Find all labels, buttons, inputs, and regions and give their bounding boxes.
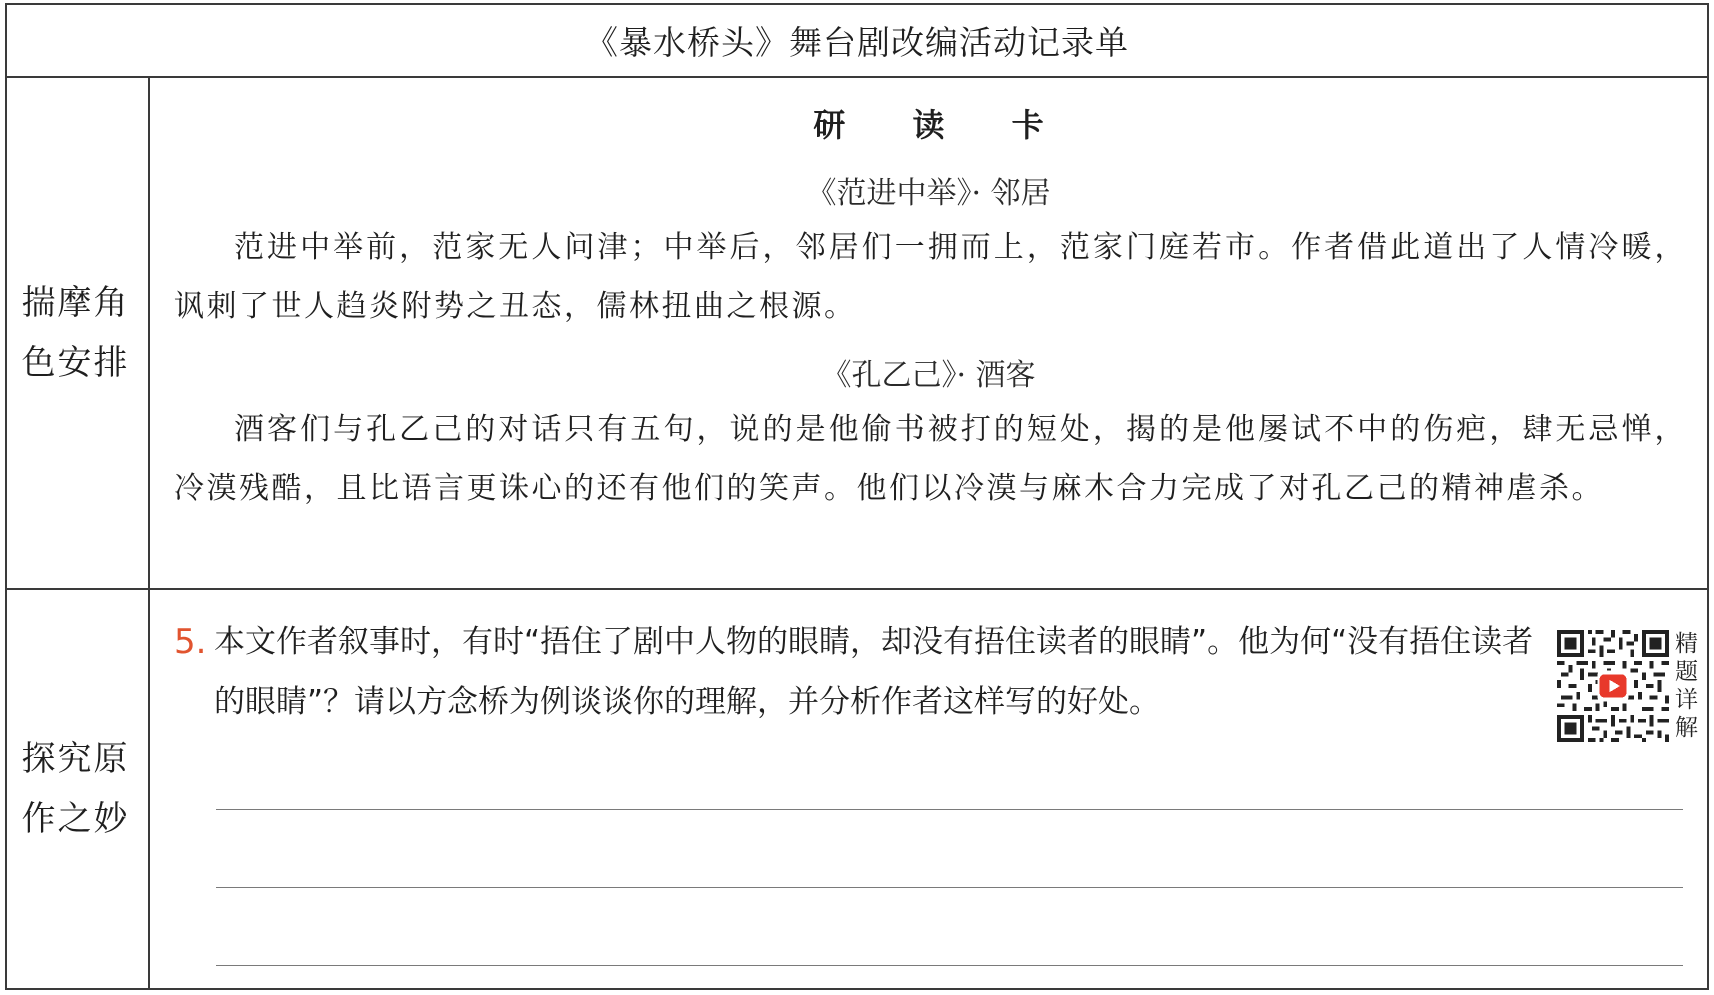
answer-line[interactable]	[216, 887, 1683, 888]
video-play-icon	[1598, 671, 1629, 702]
qr-caption: 精题详解	[1675, 631, 1698, 741]
section-original-analysis	[7, 590, 1707, 988]
sheet-title: 《暴水桥头》舞台剧改编活动记录单	[7, 5, 1707, 78]
qr-code-icon[interactable]	[1557, 630, 1669, 742]
entry-subtitle: 《范进中举》· 邻居	[806, 176, 1051, 211]
section-label-cell	[7, 590, 150, 988]
activity-record-sheet	[5, 3, 1709, 990]
question-text: 本文作者叙事时，有时“捂住了剧中人物的眼睛，却没有捂住读者的眼睛”。他为何“没有捂住读者的眼睛”？请以方念桥为例谈谈你的理解，并分析作者这样写的好处。	[214, 624, 1534, 720]
section-label: 揣摩角色安排	[21, 283, 130, 383]
explanation-qr[interactable]	[1557, 630, 1707, 742]
entry-subtitle: 《孔乙己》· 酒客	[821, 358, 1036, 393]
question-area	[150, 590, 1707, 988]
entry-paragraph: 范进中举前，范家无人问津；中举后，邻居们一拥而上，范家门庭若市。作者借此道出了人情冷暖，讽刺了世人趋炎附势之丑态，儒林扭曲之根源。	[174, 230, 1687, 324]
answer-line[interactable]	[216, 965, 1683, 966]
reading-card	[150, 78, 1707, 588]
section-label-cell	[7, 78, 150, 588]
section-label: 探究原作之妙	[21, 739, 130, 839]
answer-line[interactable]	[216, 809, 1683, 810]
entry-paragraph: 酒客们与孔乙己的对话只有五句，说的是他偷书被打的短处，揭的是他屡试不中的伤疤，肆无忌惮，冷漠残酷，且比语言更诛心的还有他们的笑声。他们以冷漠与麻木合力完成了对孔乙己的精神虐杀。	[174, 412, 1687, 506]
card-heading: 研 读 卡	[813, 106, 1072, 144]
question-number: 5.	[174, 622, 207, 662]
section-role-analysis	[7, 78, 1707, 590]
question	[174, 612, 1544, 732]
